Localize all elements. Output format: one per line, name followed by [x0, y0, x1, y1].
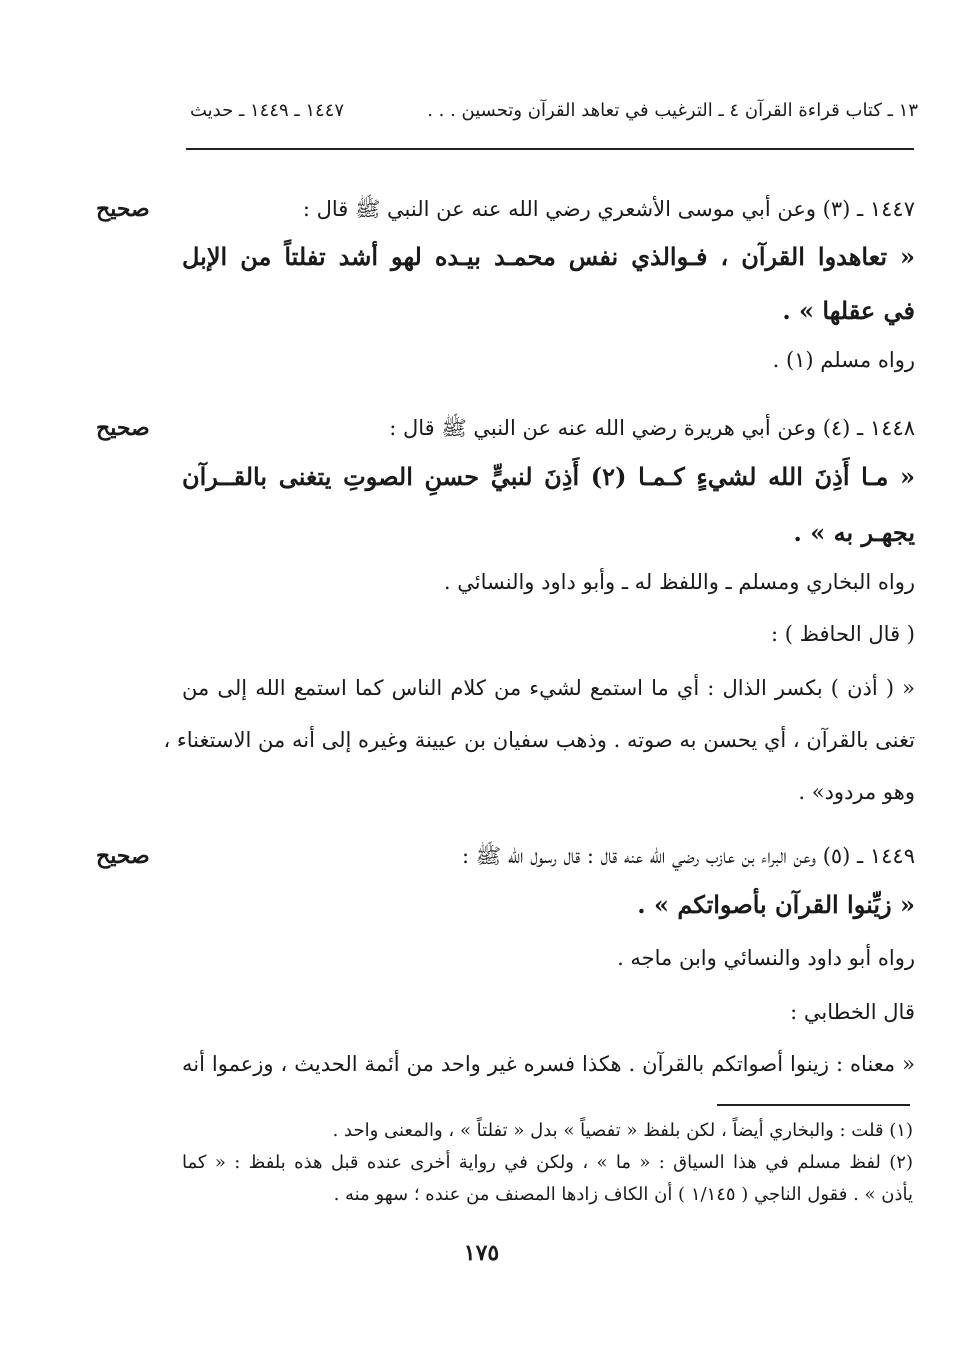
hadith-grade: صحيح [96, 196, 150, 222]
hadith-intro: ١٤٤٨ ـ (٤) وعن أبي هريرة رضي الله عنه عن النبي ﷺ قال : [389, 416, 915, 440]
hadith-text: « تعاهدوا القرآن ، فـوالذي نفس محمـد بيـده لهو أشد تفلتاً من الإبل [182, 242, 915, 271]
running-header-hadith-range: ١٤٤٧ ـ ١٤٤٩ ـ حديث [190, 100, 345, 121]
hadith-intro: ١٤٤٩ ـ (٥) وعن البراء بن عازب رضي الله عنه قال : قال رسول الله ﷺ : [462, 844, 915, 868]
hadith-source: رواه أبو داود والنسائي وابن ماجه . [617, 946, 915, 970]
commentary-text: وهو مردود» . [798, 780, 915, 804]
hadith-text: « مـا أَذِنَ الله لشيءٍ كـمـا (٢) أَذِنَ لنبيٍّ حسنِ الصوتِ يتغنى بالقــرآن [182, 462, 916, 491]
hadith-source: رواه البخاري ومسلم ـ واللفظ له ـ وأبو داود والنسائي . [443, 570, 915, 594]
footnote-rule [717, 1104, 910, 1106]
hadith-intro: ١٤٤٧ ـ (٣) وعن أبي موسى الأشعري رضي الله عنه عن النبي ﷺ قال : [302, 197, 915, 221]
commentary-text: « معناه : زينوا أصواتكم بالقرآن . هكذا فسره غير واحد من أئمة الحديث ، وزعموا أنه [182, 1052, 915, 1076]
commentary-text: تغنى بالقرآن ، أي يحسن به صوته . وذهب سفيان بن عيينة وغيره إلى أنه من الاستغناء ، [163, 728, 915, 752]
footnote: (١) قلت : والبخاري أيضاً ، لكن بلفظ « تفصياً » بدل « تفلتاً » ، والمعنى واحد . [332, 1120, 913, 1141]
hadith-text: يجهـر به » . [793, 518, 915, 547]
commentary-text: « ( أذن ) بكسر الذال : أي ما استمع لشيء من كلام الناس كما استمع الله إلى من [182, 676, 915, 700]
page-number: ١٧٥ [463, 1240, 500, 1266]
hadith-grade: صحيح [96, 415, 150, 441]
hadith-text: « زيِّنوا القرآن بأصواتكم » . [637, 890, 915, 919]
running-header-chapter: ١٣ ـ كتاب قراءة القرآن ٤ ـ الترغيب في تعاهد القرآن وتحسين . . . [427, 100, 918, 121]
hadith-text: في عقلها » . [782, 296, 915, 325]
commentary-heading: ( قال الحافظ ) : [770, 622, 915, 646]
hadith-source: رواه مسلم (١) . [772, 348, 915, 372]
header-rule [186, 148, 914, 150]
footnote: (٢) لفظ مسلم في هذا السياق : « ما » ، ولكن في رواية أخرى عنده قبل هذه بلفظ : « كما [182, 1152, 913, 1173]
footnote: يأذن » . فقول الناجي ( ١/١٤٥ ) أن الكاف زادها المصنف من عنده ؛ سهو منه . [333, 1184, 913, 1205]
commentary-heading: قال الخطابي : [790, 1000, 915, 1024]
hadith-grade: صحيح [96, 843, 150, 869]
